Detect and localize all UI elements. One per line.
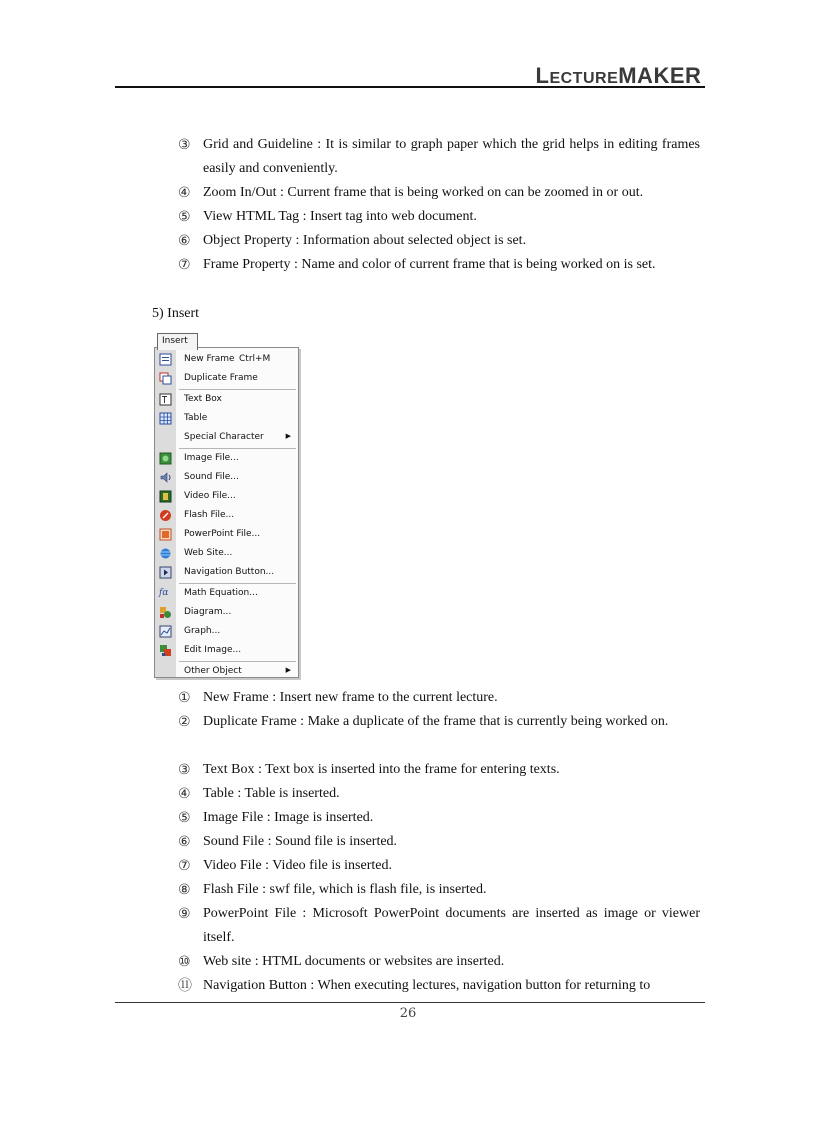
- list-item: ③ Grid and Guideline : It is similar to graph paper which the grid helps in editing frames easily and conveniently.: [178, 137, 700, 176]
- list-item: ② Duplicate Frame : Make a duplicate of the frame that is currently being worked on.: [178, 714, 669, 730]
- menu-item-edit-image[interactable]: Edit Image...: [155, 641, 298, 660]
- new-frame-icon: [159, 353, 172, 366]
- menu-item-image-file[interactable]: Image File...: [155, 449, 298, 468]
- menu-item-navigation-button[interactable]: Navigation Button...: [155, 563, 298, 582]
- list-item: ⑦ Frame Property : Name and color of current frame that is being worked on is set.: [178, 257, 656, 273]
- menu-item-duplicate-frame[interactable]: Duplicate Frame: [155, 369, 298, 388]
- table-icon: [159, 412, 172, 425]
- web-site-icon: [159, 547, 172, 560]
- list-item: ③ Text Box : Text box is inserted into the frame for entering texts.: [178, 762, 560, 778]
- header-rule: [115, 86, 705, 88]
- section-title: 5) Insert: [152, 306, 200, 321]
- menu-item-video-file[interactable]: Video File...: [155, 487, 298, 506]
- menu-item-text-box[interactable]: Text Box: [155, 390, 298, 409]
- sound-file-icon: [159, 471, 172, 484]
- flash-file-icon: [159, 509, 172, 522]
- list-item: ⑨ PowerPoint File : Microsoft PowerPoint documents are inserted as image or viewer itself.: [178, 906, 700, 945]
- math-equation-icon: fα: [159, 588, 169, 598]
- menu-item-special-character[interactable]: Special Character ▶: [184, 432, 291, 442]
- menu-item-graph[interactable]: Graph...: [155, 622, 298, 641]
- edit-image-icon: [159, 644, 172, 657]
- graph-icon: [159, 625, 172, 638]
- diagram-icon: [159, 606, 172, 619]
- insert-menu-screenshot: [152, 333, 299, 678]
- menu-item-other-object[interactable]: Other Object ▶: [184, 666, 291, 676]
- menu-item-math-equation[interactable]: fα Math Equation...: [155, 584, 298, 603]
- lecturemaker-logo: LECTUREMAKER: [535, 63, 702, 88]
- insert-dropdown: [154, 347, 299, 678]
- list-item: ④ Table : Table is inserted.: [178, 786, 340, 802]
- video-file-icon: [159, 490, 172, 503]
- menu-item-table[interactable]: Table: [155, 409, 298, 428]
- menu-item-flash-file[interactable]: Flash File...: [155, 506, 298, 525]
- list-item: ⑤ Image File : Image is inserted.: [178, 810, 374, 826]
- powerpoint-file-icon: [159, 528, 172, 541]
- menu-item-powerpoint-file[interactable]: PowerPoint File...: [155, 525, 298, 544]
- list-item: ⑩ Web site : HTML documents or websites are inserted.: [178, 954, 505, 970]
- list-item: ① New Frame : Insert new frame to the current lecture.: [178, 690, 498, 706]
- menu-item-diagram[interactable]: Diagram...: [155, 603, 298, 622]
- list-item: ⑦ Video File : Video file is inserted.: [178, 858, 392, 874]
- duplicate-frame-icon: [159, 372, 172, 385]
- list-item: ④ Zoom In/Out : Current frame that is being worked on can be zoomed in or out.: [178, 185, 644, 201]
- menu-item-sound-file[interactable]: Sound File...: [155, 468, 298, 487]
- menu-title-insert[interactable]: Insert: [157, 333, 198, 350]
- list-item: ⑥ Object Property : Information about selected object is set.: [178, 233, 527, 249]
- footer-rule: [115, 1002, 705, 1003]
- image-file-icon: [159, 452, 172, 465]
- menu-item-web-site[interactable]: Web Site...: [155, 544, 298, 563]
- list-item: ⑧ Flash File : swf file, which is flash file, is inserted.: [178, 882, 487, 898]
- menu-item-new-frame[interactable]: New Frame Ctrl+M: [155, 350, 298, 369]
- text-box-icon: [159, 393, 172, 406]
- page-number: 26: [399, 1006, 417, 1021]
- navigation-button-icon: [159, 566, 172, 579]
- list-item: ⑥ Sound File : Sound file is inserted.: [178, 834, 398, 850]
- list-item: ⑪ Navigation Button : When executing lectures, navigation button for returning to: [178, 978, 651, 994]
- list-item: ⑤ View HTML Tag : Insert tag into web document.: [178, 209, 477, 225]
